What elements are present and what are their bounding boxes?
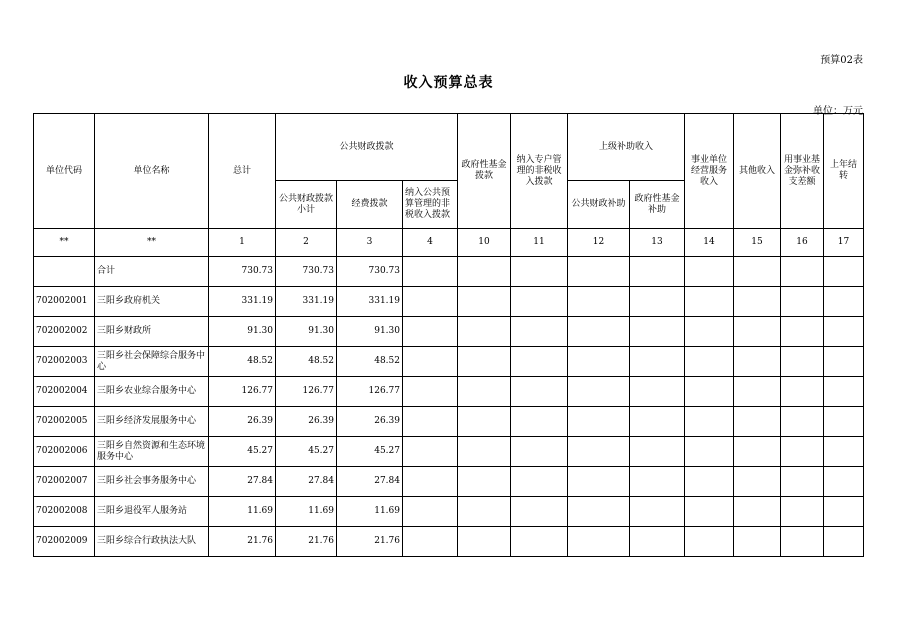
empty-cell [734, 347, 781, 377]
total-cell: 11.69 [209, 497, 276, 527]
index-cell: 16 [781, 229, 824, 257]
header-carryover: 上年结转 [824, 114, 864, 229]
index-cell: 12 [568, 229, 630, 257]
empty-cell [824, 407, 864, 437]
empty-cell [685, 377, 734, 407]
public-subtotal-cell: 730.73 [276, 257, 337, 287]
empty-cell [511, 287, 568, 317]
empty-cell [458, 497, 511, 527]
empty-cell [630, 287, 685, 317]
empty-cell [403, 317, 458, 347]
unit-name-cell: 三阳乡退役军人服务站 [95, 497, 209, 527]
empty-cell [568, 257, 630, 287]
public-subtotal-cell: 126.77 [276, 377, 337, 407]
empty-cell [568, 437, 630, 467]
empty-cell [458, 257, 511, 287]
empty-cell [630, 497, 685, 527]
unit-code-cell: 702002001 [34, 287, 95, 317]
empty-cell [511, 497, 568, 527]
public-subtotal-cell: 26.39 [276, 407, 337, 437]
empty-cell [781, 527, 824, 557]
header-other-income: 其他收入 [734, 114, 781, 229]
table-row [34, 407, 864, 437]
table-row [34, 317, 864, 347]
form-number: 预算02表 [820, 55, 863, 66]
table-row [34, 467, 864, 497]
empty-cell [824, 467, 864, 497]
empty-cell [458, 317, 511, 347]
header-superior-gov-fund: 政府性基金补助 [630, 181, 685, 229]
table-row [34, 287, 864, 317]
funding-cell: 45.27 [337, 437, 403, 467]
table-row [34, 527, 864, 557]
unit-code-cell: 702002009 [34, 527, 95, 557]
unit-name-cell: 三阳乡财政所 [95, 317, 209, 347]
empty-cell [824, 527, 864, 557]
empty-cell [630, 467, 685, 497]
empty-cell [511, 377, 568, 407]
empty-cell [685, 347, 734, 377]
empty-cell [734, 497, 781, 527]
table-row [34, 437, 864, 467]
empty-cell [630, 347, 685, 377]
public-subtotal-cell: 27.84 [276, 467, 337, 497]
header-funding: 经费拨款 [337, 181, 403, 229]
unit-code-cell: 702002007 [34, 467, 95, 497]
empty-cell [734, 257, 781, 287]
empty-cell [511, 437, 568, 467]
index-cell: 15 [734, 229, 781, 257]
empty-cell [511, 467, 568, 497]
unit-code-cell: 702002008 [34, 497, 95, 527]
header-public-subtotal: 公共财政拨款小计 [276, 181, 337, 229]
index-cell: 14 [685, 229, 734, 257]
table-row [34, 257, 864, 287]
empty-cell [568, 317, 630, 347]
public-subtotal-cell: 331.19 [276, 287, 337, 317]
unit-name-cell: 三阳乡社会事务服务中心 [95, 467, 209, 497]
unit-name-cell: 三阳乡农业综合服务中心 [95, 377, 209, 407]
unit-code-cell: 702002005 [34, 407, 95, 437]
empty-cell [458, 377, 511, 407]
empty-cell [781, 437, 824, 467]
public-subtotal-cell: 11.69 [276, 497, 337, 527]
funding-cell: 48.52 [337, 347, 403, 377]
empty-cell [824, 317, 864, 347]
empty-cell [734, 377, 781, 407]
empty-cell [824, 287, 864, 317]
funding-cell: 11.69 [337, 497, 403, 527]
empty-cell [511, 407, 568, 437]
empty-cell [781, 347, 824, 377]
index-cell: 3 [337, 229, 403, 257]
unit-name-cell: 三阳乡社会保障综合服务中心 [95, 347, 209, 377]
index-cell: 11 [511, 229, 568, 257]
total-cell: 21.76 [209, 527, 276, 557]
empty-cell [568, 467, 630, 497]
total-cell: 48.52 [209, 347, 276, 377]
funding-cell: 91.30 [337, 317, 403, 347]
unit-code-cell: 702002006 [34, 437, 95, 467]
empty-cell [403, 437, 458, 467]
empty-cell [824, 347, 864, 377]
empty-cell [568, 347, 630, 377]
unit-code-cell [34, 257, 95, 287]
total-cell: 45.27 [209, 437, 276, 467]
empty-cell [568, 497, 630, 527]
empty-cell [458, 527, 511, 557]
header-superior-group: 上级补助收入 [568, 114, 685, 181]
public-subtotal-cell: 45.27 [276, 437, 337, 467]
empty-cell [781, 287, 824, 317]
empty-cell [734, 437, 781, 467]
empty-cell [824, 437, 864, 467]
total-cell: 730.73 [209, 257, 276, 287]
empty-cell [511, 347, 568, 377]
empty-cell [403, 347, 458, 377]
table-row [34, 347, 864, 377]
table-row [34, 377, 864, 407]
empty-cell [781, 467, 824, 497]
empty-cell [403, 527, 458, 557]
header-unit-code: 单位代码 [34, 114, 95, 229]
empty-cell [511, 257, 568, 287]
empty-cell [781, 317, 824, 347]
empty-cell [458, 467, 511, 497]
empty-cell [630, 527, 685, 557]
total-cell: 27.84 [209, 467, 276, 497]
index-cell: 4 [403, 229, 458, 257]
empty-cell [568, 527, 630, 557]
empty-cell [568, 377, 630, 407]
empty-cell [458, 407, 511, 437]
empty-cell [511, 527, 568, 557]
index-cell: 10 [458, 229, 511, 257]
unit-name-cell: 三阳乡自然资源和生态环境服务中心 [95, 437, 209, 467]
unit-code-cell: 702002002 [34, 317, 95, 347]
funding-cell: 126.77 [337, 377, 403, 407]
public-subtotal-cell: 48.52 [276, 347, 337, 377]
empty-cell [568, 287, 630, 317]
empty-cell [685, 467, 734, 497]
empty-cell [403, 257, 458, 287]
index-cell: 1 [209, 229, 276, 257]
empty-cell [734, 527, 781, 557]
empty-cell [403, 377, 458, 407]
empty-cell [781, 377, 824, 407]
header-nontax-special: 纳入专户管理的非税收入拨款 [511, 114, 568, 229]
empty-cell [630, 317, 685, 347]
empty-cell [458, 437, 511, 467]
empty-cell [568, 407, 630, 437]
unit-name-cell: 三阳乡经济发展服务中心 [95, 407, 209, 437]
public-subtotal-cell: 91.30 [276, 317, 337, 347]
empty-cell [734, 317, 781, 347]
header-business-income: 事业单位经营服务收入 [685, 114, 734, 229]
empty-cell [734, 287, 781, 317]
unit-code-cell: 702002004 [34, 377, 95, 407]
funding-cell: 331.19 [337, 287, 403, 317]
empty-cell [403, 497, 458, 527]
total-cell: 26.39 [209, 407, 276, 437]
empty-cell [685, 317, 734, 347]
empty-cell [824, 257, 864, 287]
header-unit-name: 单位名称 [95, 114, 209, 229]
empty-cell [781, 497, 824, 527]
total-cell: 91.30 [209, 317, 276, 347]
empty-cell [824, 497, 864, 527]
header-nontax-public: 纳入公共预算管理的非税收入拨款 [403, 181, 458, 229]
header-gov-fund: 政府性基金拨款 [458, 114, 511, 229]
page-title: 收入预算总表 [403, 75, 494, 91]
empty-cell [781, 257, 824, 287]
unit-name-cell: 三阳乡政府机关 [95, 287, 209, 317]
empty-cell [511, 317, 568, 347]
empty-cell [403, 407, 458, 437]
public-subtotal-cell: 21.76 [276, 527, 337, 557]
header-fund-deficit: 用事业基金弥补收支差额 [781, 114, 824, 229]
unit-name-cell: 三阳乡综合行政执法大队 [95, 527, 209, 557]
header-total: 总计 [209, 114, 276, 229]
funding-cell: 26.39 [337, 407, 403, 437]
index-cell: 13 [630, 229, 685, 257]
index-row [34, 229, 864, 257]
empty-cell [685, 407, 734, 437]
empty-cell [685, 257, 734, 287]
funding-cell: 21.76 [337, 527, 403, 557]
total-cell: 126.77 [209, 377, 276, 407]
unit-name-cell: 合计 [95, 257, 209, 287]
empty-cell [630, 407, 685, 437]
empty-cell [824, 377, 864, 407]
empty-cell [630, 257, 685, 287]
income-budget-table [33, 113, 864, 557]
total-cell: 331.19 [209, 287, 276, 317]
index-cell: ** [95, 229, 209, 257]
index-cell: ** [34, 229, 95, 257]
header-public-group: 公共财政拨款 [276, 114, 458, 181]
empty-cell [685, 437, 734, 467]
empty-cell [685, 527, 734, 557]
empty-cell [734, 407, 781, 437]
empty-cell [458, 287, 511, 317]
empty-cell [403, 467, 458, 497]
funding-cell: 27.84 [337, 467, 403, 497]
table-row [34, 497, 864, 527]
empty-cell [685, 287, 734, 317]
empty-cell [458, 347, 511, 377]
empty-cell [781, 407, 824, 437]
index-cell: 2 [276, 229, 337, 257]
header-superior-public: 公共财政补助 [568, 181, 630, 229]
funding-cell: 730.73 [337, 257, 403, 287]
unit-label: 单位：万元 [813, 106, 863, 117]
empty-cell [630, 377, 685, 407]
empty-cell [734, 467, 781, 497]
empty-cell [685, 497, 734, 527]
unit-code-cell: 702002003 [34, 347, 95, 377]
index-cell: 17 [824, 229, 864, 257]
empty-cell [630, 437, 685, 467]
empty-cell [403, 287, 458, 317]
